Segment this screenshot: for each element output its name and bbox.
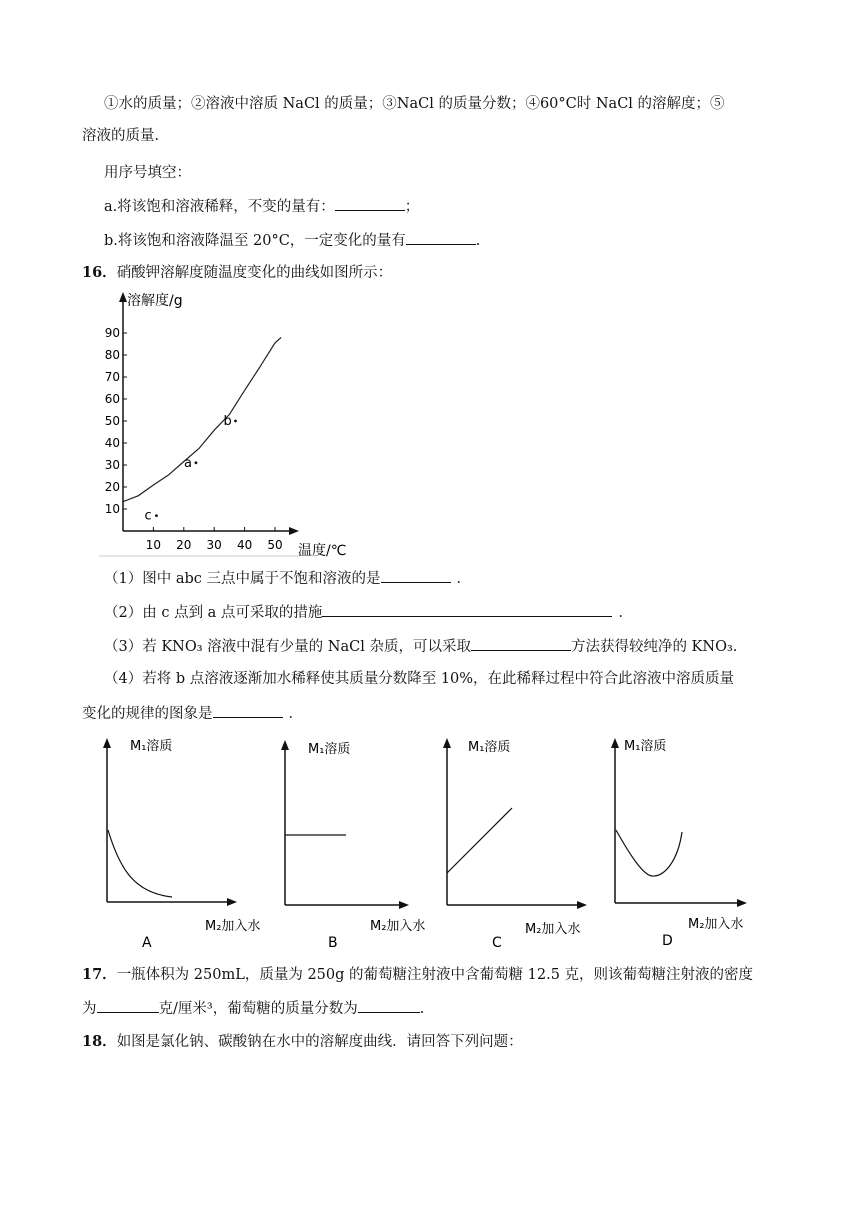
graph-d-xlabel: M₂加入水 bbox=[688, 917, 744, 932]
graph-b[interactable] bbox=[281, 740, 425, 951]
graph-d-letter: D bbox=[662, 933, 673, 949]
q15-b: b.将该饱和溶液降温至 20°C，一定变化的量有 . bbox=[104, 230, 480, 251]
graph-d-ylabel: M₁溶质 bbox=[624, 739, 667, 754]
graph-b-letter: B bbox=[328, 935, 338, 951]
q15-options-line: ①水的质量；②溶液中溶质 NaCl 的质量；③NaCl 的质量分数；④60°C时 NaCl 的溶解度；⑤ bbox=[104, 96, 725, 112]
graph-a-letter: A bbox=[142, 935, 152, 951]
q16-1: （1）图中 abc 三点中属于不饱和溶液的是 ． bbox=[104, 568, 471, 589]
answer-blank-16-2[interactable] bbox=[322, 602, 612, 617]
solubility-curve bbox=[123, 337, 281, 501]
q17-cont: 为 克/厘米³，葡萄糖的质量分数为 . bbox=[82, 998, 424, 1019]
graph-options bbox=[90, 730, 770, 955]
y-tick-label: 50 bbox=[104, 414, 120, 428]
answer-blank-b[interactable] bbox=[406, 230, 476, 245]
q16-4-cont: 变化的规律的图象是 ． bbox=[82, 703, 303, 724]
y-tick-label: 30 bbox=[104, 458, 120, 472]
point-label-b: b bbox=[223, 414, 232, 429]
point-label-c: c bbox=[144, 508, 152, 524]
graph-c-xlabel: M₂加入水 bbox=[525, 922, 581, 937]
q15-a: a.将该饱和溶液稀释，不变的量有： ； bbox=[104, 196, 419, 217]
point-c bbox=[155, 514, 158, 517]
graph-c-letter: C bbox=[492, 935, 502, 951]
x-axis-arrow bbox=[289, 527, 299, 535]
y-axis-label: 溶解度/g bbox=[127, 293, 183, 309]
answer-blank-17-2[interactable] bbox=[358, 998, 420, 1013]
q18: 18．如图是氯化钠、碳酸钠在水中的溶解度曲线．请回答下列问题： bbox=[82, 1033, 523, 1050]
point-label-a: a bbox=[183, 455, 192, 471]
graph-b-xlabel: M₂加入水 bbox=[370, 919, 426, 934]
q16-2: （2）由 c 点到 a 点可采取的措施 ． bbox=[104, 602, 633, 623]
x-tick-label: 50 bbox=[267, 538, 283, 552]
x-tick-label: 30 bbox=[206, 538, 222, 552]
x-tick-label: 20 bbox=[176, 538, 192, 552]
graph-d[interactable] bbox=[611, 738, 747, 949]
answer-blank-a[interactable] bbox=[335, 196, 405, 211]
graph-a-xlabel: M₂加入水 bbox=[205, 919, 261, 934]
x-axis-label: 温度/℃ bbox=[298, 543, 347, 559]
q17: 17．一瓶体积为 250mL，质量为 250g 的葡萄糖注射液中含葡萄糖 12.5 克，则该葡萄糖注射液的密度 bbox=[82, 966, 754, 983]
answer-blank-16-1[interactable] bbox=[381, 568, 451, 583]
y-tick-label: 70 bbox=[104, 370, 120, 384]
graph-c-ylabel: M₁溶质 bbox=[468, 740, 511, 755]
y-tick-label: 20 bbox=[104, 480, 120, 494]
answer-blank-16-4[interactable] bbox=[213, 703, 283, 718]
q16-title: 16．硝酸钾溶解度随温度变化的曲线如图所示： bbox=[82, 264, 393, 281]
answer-blank-17-1[interactable] bbox=[97, 998, 159, 1013]
answer-blank-16-3[interactable] bbox=[471, 636, 571, 651]
graph-c[interactable] bbox=[443, 738, 587, 951]
y-axis-arrow bbox=[119, 292, 127, 302]
solubility-chart bbox=[95, 288, 365, 560]
y-tick-label: 80 bbox=[104, 348, 120, 362]
y-tick-label: 10 bbox=[104, 502, 120, 516]
x-tick-label: 40 bbox=[236, 538, 253, 552]
y-tick-label: 40 bbox=[104, 436, 120, 450]
q15-instruction: 用序号填空： bbox=[104, 165, 191, 181]
point-b bbox=[234, 420, 237, 423]
point-a bbox=[195, 461, 198, 464]
x-tick-label: 10 bbox=[145, 538, 162, 552]
graph-a[interactable] bbox=[103, 738, 260, 951]
q16-3: （3）若 KNO₃ 溶液中混有少量的 NaCl 杂质，可以采取 方法获得较纯净的 KNO₃. bbox=[104, 636, 737, 657]
y-tick-label: 60 bbox=[104, 392, 120, 406]
y-tick-label: 90 bbox=[104, 326, 120, 340]
q16-4: （4）若将 b 点溶液逐渐加水稀释使其质量分数降至 10%，在此稀释过程中符合此溶液中溶质质量 bbox=[104, 671, 735, 687]
graph-b-ylabel: M₁溶质 bbox=[308, 742, 351, 757]
q15-options-line-cont: 溶液的质量. bbox=[82, 128, 160, 144]
graph-a-ylabel: M₁溶质 bbox=[130, 739, 173, 754]
